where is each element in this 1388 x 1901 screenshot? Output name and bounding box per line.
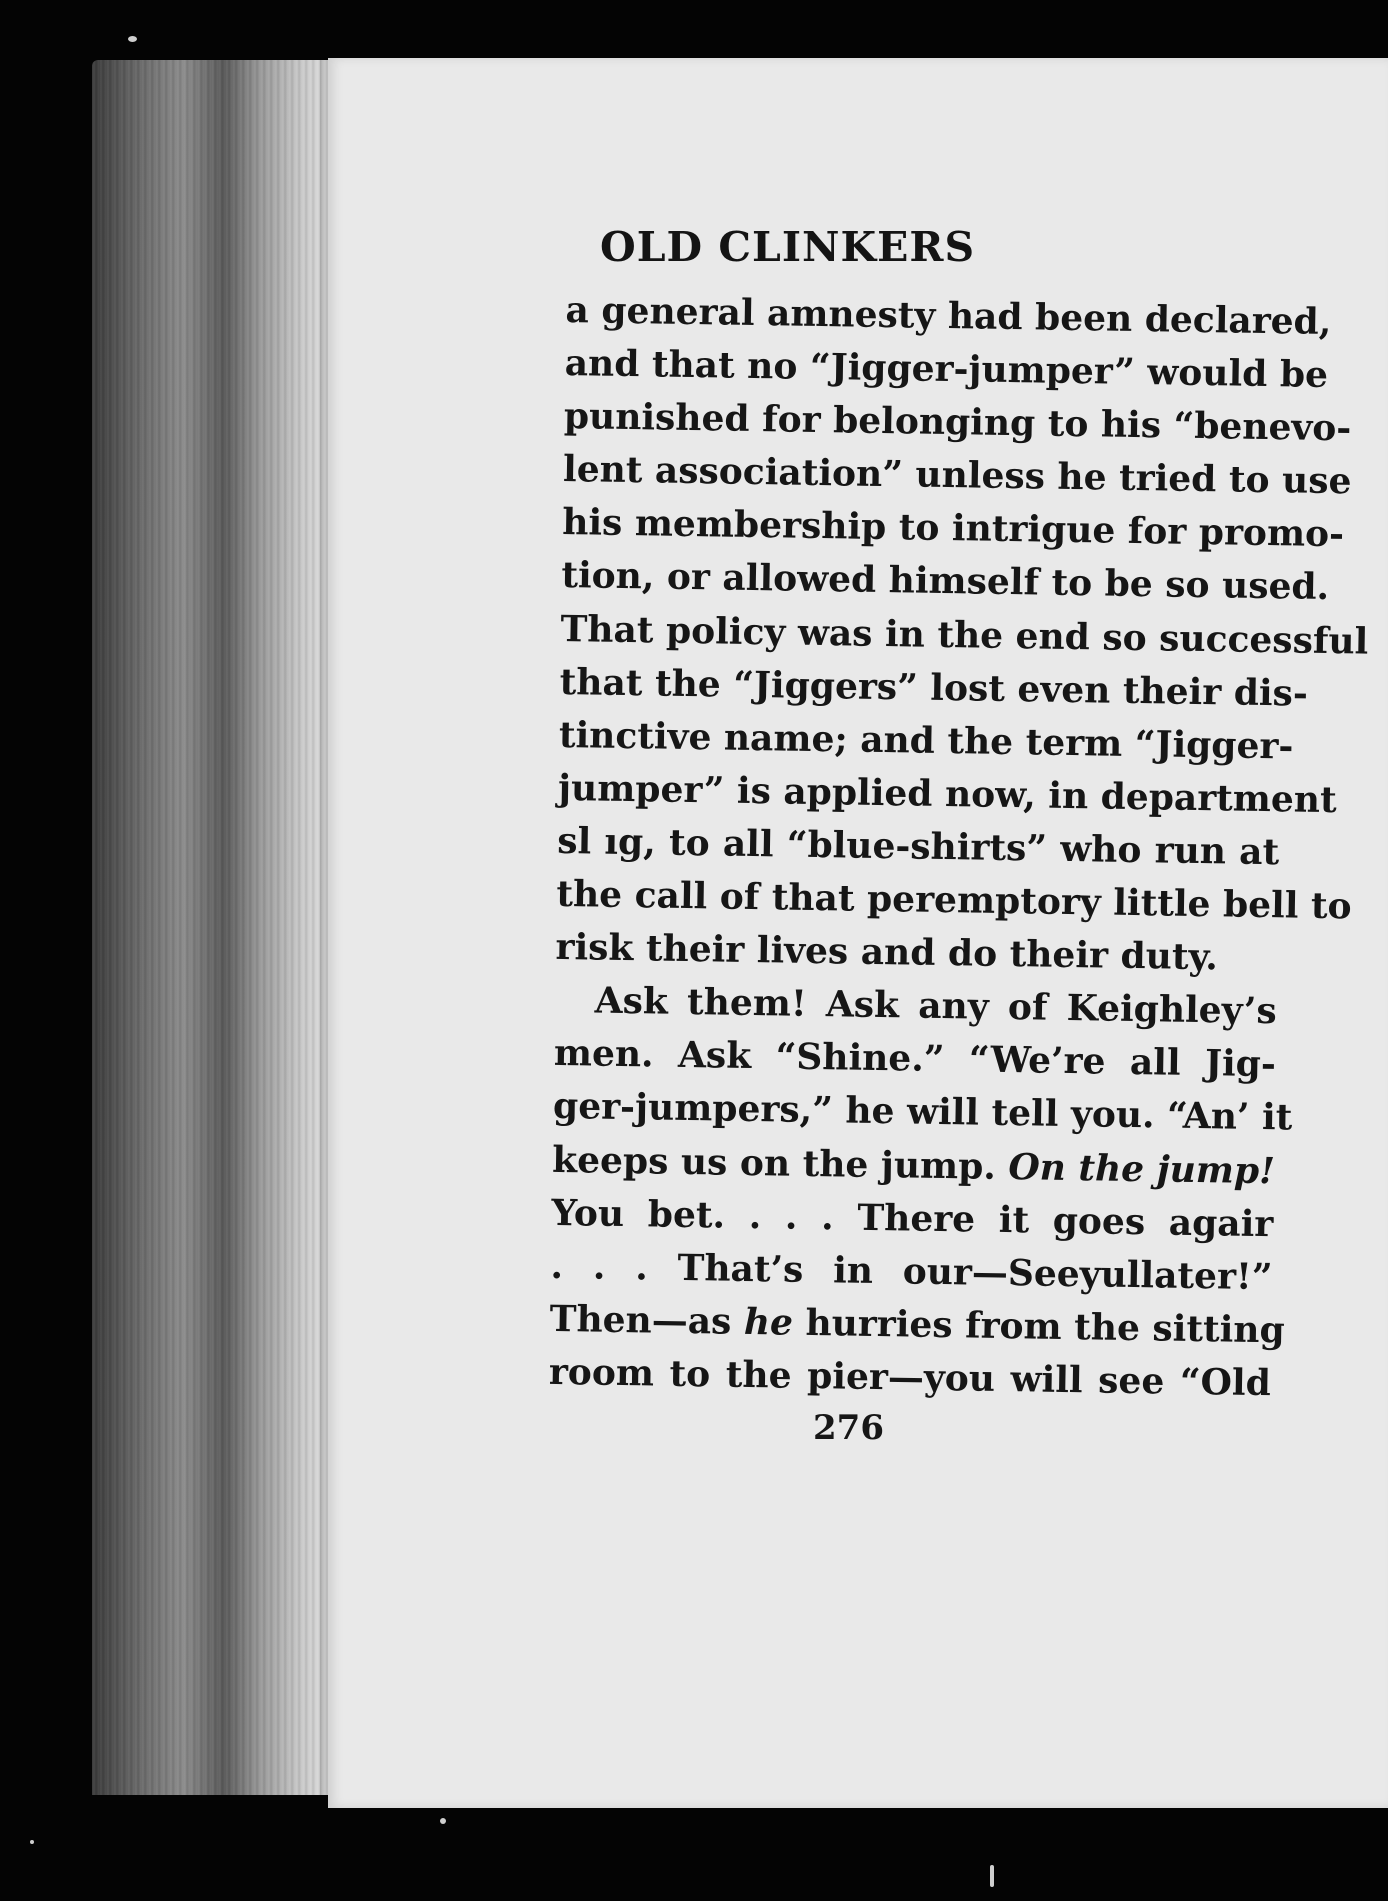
text-line: that the “Jiggers” lost even their dis- xyxy=(559,660,1309,715)
text-line: room to the pier—you will see “Old xyxy=(548,1350,1272,1405)
text-line: lent association” unless he tried to use xyxy=(562,448,1352,503)
text-line: men. Ask “Shine.” “We’re all Jig- xyxy=(553,1032,1277,1086)
scan-speck xyxy=(30,1840,34,1844)
text-run: hurries from the sitting xyxy=(805,1301,1286,1352)
text-line: tion, or allowed himself to be so used. xyxy=(561,554,1330,609)
scan-speck xyxy=(990,1865,994,1887)
text-line: That policy was in the end so successful xyxy=(560,607,1369,663)
body-text xyxy=(548,284,1369,1410)
text-line: his membership to intrigue for promo- xyxy=(561,501,1345,556)
italic-run: On the jump! xyxy=(1008,1145,1276,1192)
page-number: 276 xyxy=(813,1408,884,1448)
text-run: keeps us on the jump. xyxy=(551,1138,997,1188)
scan-speck xyxy=(128,36,137,42)
text-line: risk their lives and do their duty. xyxy=(555,926,1219,979)
text-line: punished for belonging to his “benevo- xyxy=(563,395,1352,450)
scan-speck xyxy=(440,1818,446,1824)
text-run: Then—as xyxy=(549,1297,732,1343)
running-head: OLD CLINKERS xyxy=(600,223,976,271)
text-line: a general amnesty had been declared, xyxy=(565,288,1332,344)
book-page xyxy=(328,58,1388,1808)
book-fore-edge xyxy=(92,60,332,1795)
text-line: the call of that peremptory little bell to xyxy=(556,872,1352,928)
text-line: and that no “Jigger-jumper” would be xyxy=(564,342,1329,397)
italic-run: he xyxy=(743,1300,794,1344)
text-line: tinctive name; and the term “Jigger- xyxy=(558,713,1294,768)
text-line: sl ıg, to all “blue-shirts” who run at xyxy=(556,819,1280,874)
text-line: jumper” is applied now, in department xyxy=(557,766,1337,822)
text-line: You bet. . . . There it goes agair xyxy=(551,1191,1274,1245)
text-line: ger-jumpers,” he will tell you. “An’ it xyxy=(552,1085,1293,1139)
text-line: . . . That’s in our—Seeyullater!” xyxy=(550,1244,1273,1298)
text-line: Ask them! Ask any of Keighley’s xyxy=(594,979,1277,1033)
